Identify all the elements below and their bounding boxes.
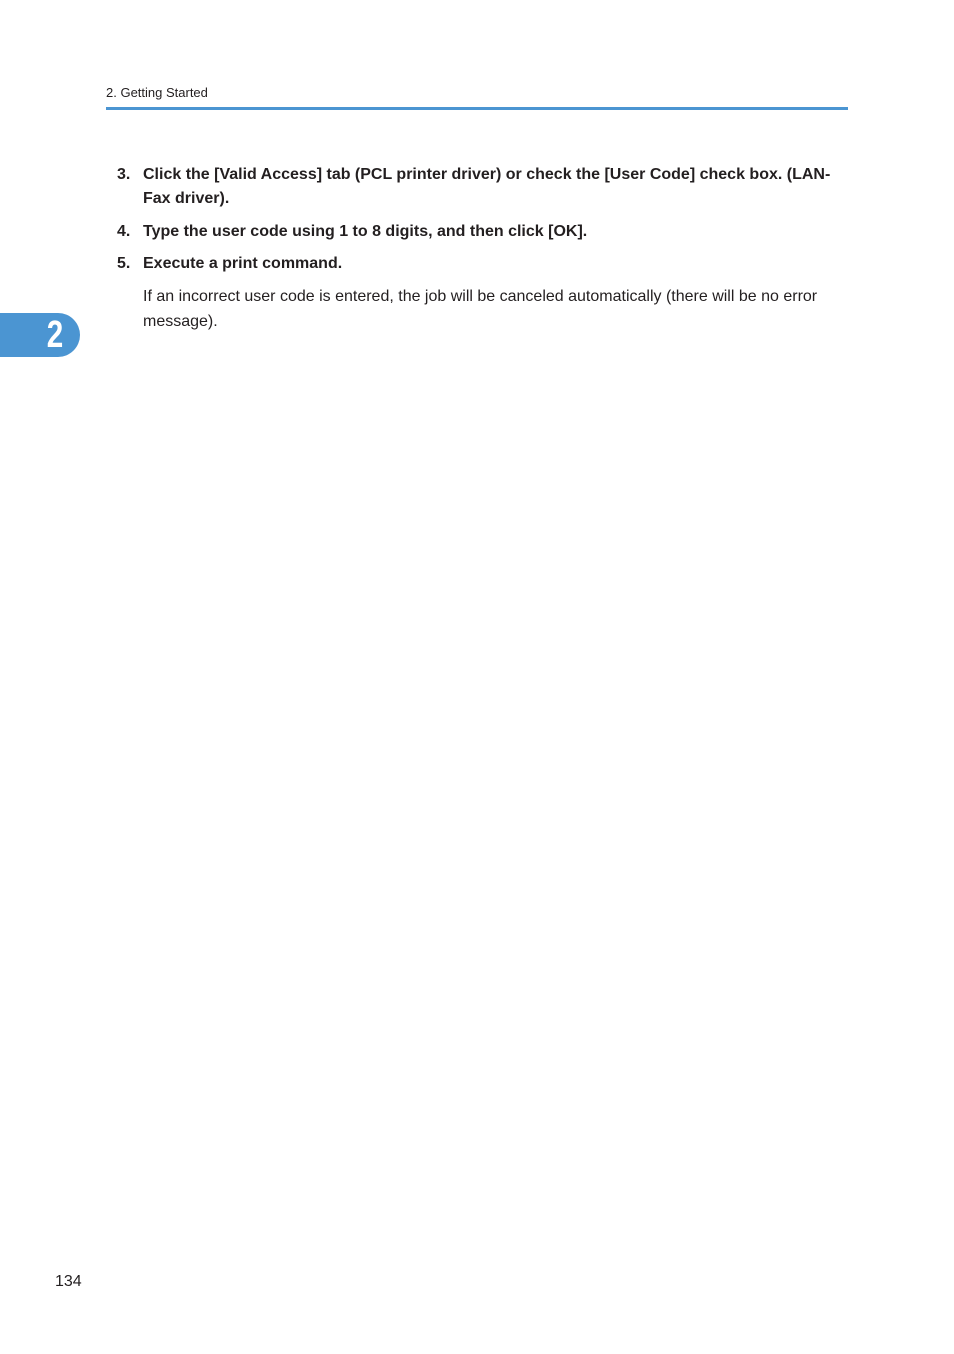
chapter-tab-label: 2 xyxy=(46,314,64,356)
page-number: 134 xyxy=(55,1273,82,1290)
step-item xyxy=(117,163,849,211)
chapter-tab xyxy=(0,313,80,357)
running-header: 2. Getting Started xyxy=(106,85,208,100)
step-text: Execute a print command. xyxy=(143,255,343,272)
step-item xyxy=(117,220,849,244)
step-text: Type the user code using 1 to 8 digits, and then click [OK]. xyxy=(143,223,588,240)
step-note: If an incorrect user code is entered, the job will be canceled automatically (there will be no error message). xyxy=(143,288,818,330)
step-number: 3. xyxy=(117,166,131,183)
step-text: Click the [Valid Access] tab (PCL printer driver) or check the [User Code] check box. (LAN-Fax driver). xyxy=(143,166,831,207)
step-item xyxy=(117,252,849,276)
step-number: 4. xyxy=(117,223,131,240)
header-rule xyxy=(106,107,848,110)
step-number: 5. xyxy=(117,255,131,272)
